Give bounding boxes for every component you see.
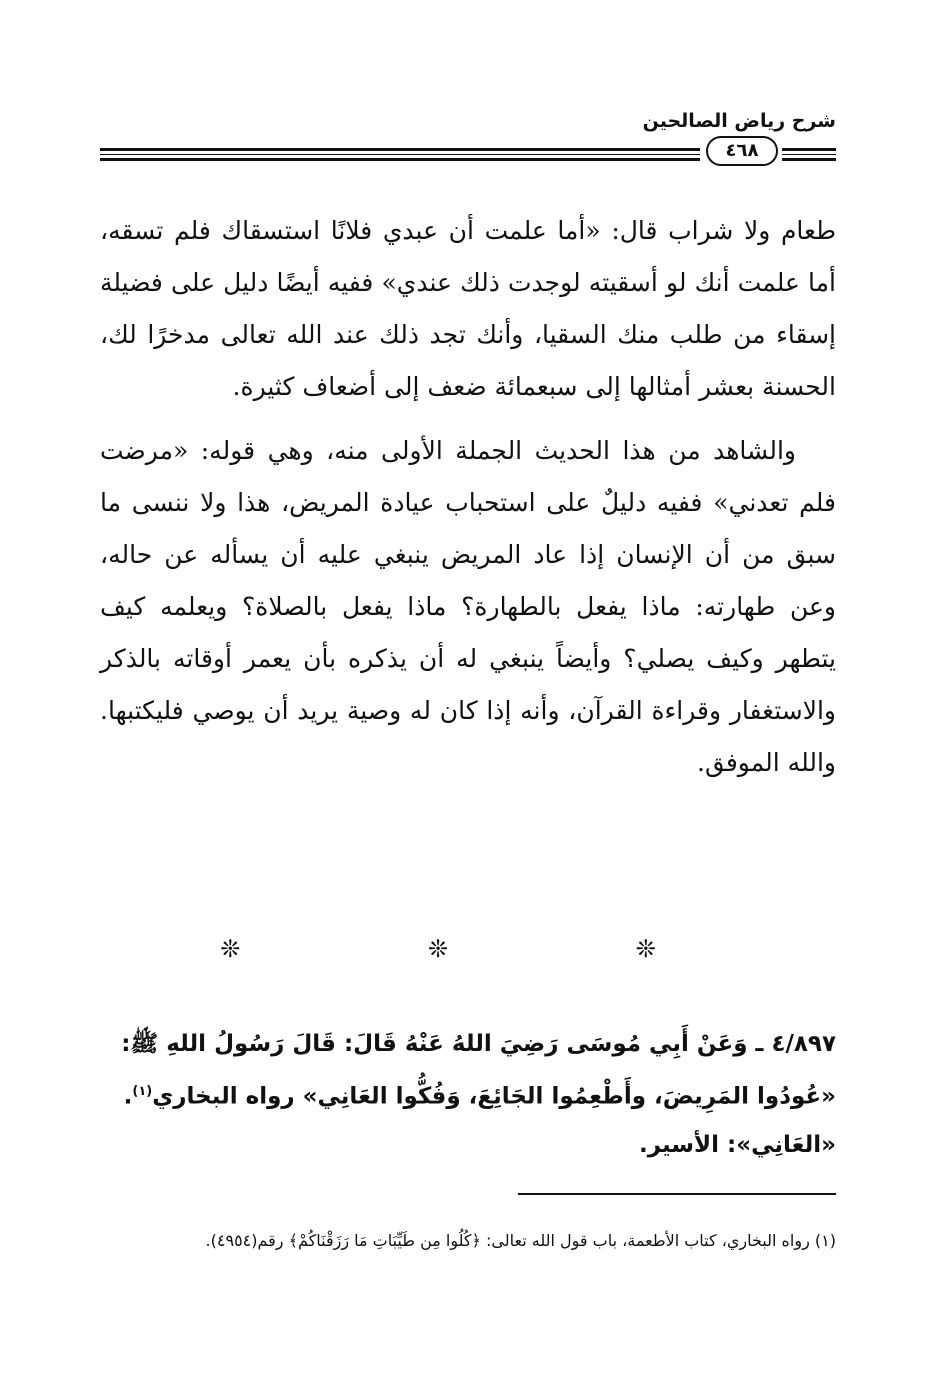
hadith-block xyxy=(100,1020,836,1169)
hadith-gloss: «العَانِي»: الأسير. xyxy=(638,1131,836,1158)
running-header-title: شرح رياض الصالحين xyxy=(642,110,836,132)
section-separator xyxy=(100,935,836,963)
asterism-symbol: ❊ xyxy=(427,935,509,963)
body-paragraph: والشاهد من هذا الحديث الجملة الأولى منه، وهي قوله: «مرضت فلم تعدني» ففيه دليلٌ على استحباب عيادة المريض، هذا ولا ننسى ما سبق من أن الإنسان إذا عاد المريض ينبغي عليه أن يسأله عن حاله، وعن طهارته: ماذا يفعل بالطهارة؟ ماذا يفعل بالصلاة؟ ويعلمه كيف يتطهر وكيف يصلي؟ وأيضاً ينبغي له أن يذكره بأن يعمر أوقاته بالذكر والاستغفار وقراءة القرآن، وأنه إذا كان له وصية يريد أن يوصي فليكتبها. والله الموفق. xyxy=(100,436,837,777)
header-double-rule xyxy=(100,148,700,164)
asterism-symbol: ❊ xyxy=(220,935,301,963)
page-header xyxy=(100,110,836,180)
footnote-reference[interactable]: (١) xyxy=(132,1084,153,1099)
hadith-end-mark: . xyxy=(123,1083,133,1110)
page-number: ٤٦٨ xyxy=(706,136,778,166)
hadith-isnad: ٤/٨٩٧ ـ وَعَنْ أَبِي مُوسَى رَضِيَ اللهُ عَنْهُ قَالَ: قَالَ رَسُولُ اللهِ ﷺ: xyxy=(121,1031,836,1057)
main-text xyxy=(100,205,836,789)
hadith-text: «عُودُوا المَرِيضَ، وأَطْعِمُوا الجَائِعَ، وَفُكُّوا العَانِي» رواه البخاري xyxy=(152,1083,836,1110)
asterism-symbol: ❊ xyxy=(635,935,716,963)
footnote: (١) رواه البخاري، كتاب الأطعمة، باب قول الله تعالى: ﴿كُلُوا مِن طَيِّبَاتِ مَا رَزَقْنَاكُمْ﴾ رقم(٤٩٥٤). xyxy=(205,1231,836,1250)
hadith-matn xyxy=(100,1068,836,1121)
body-paragraph: طعام ولا شراب قال: «أما علمت أن عبدي فلانًا استسقاك فلم تسقه، أما علمت أنك لو أسقيته لوجدت ذلك عندي» ففيه أيضًا دليل على فضيلة إسقاء من طلب منك السقيا، وأنك تجد ذلك عند الله تعالى مدخرًا لك، الحسنة بعشر أمثالها إلى سبعمائة ضعف إلى أضعاف كثيرة. xyxy=(100,216,836,401)
footnote-divider xyxy=(518,1193,836,1195)
header-double-rule-short xyxy=(782,148,836,164)
